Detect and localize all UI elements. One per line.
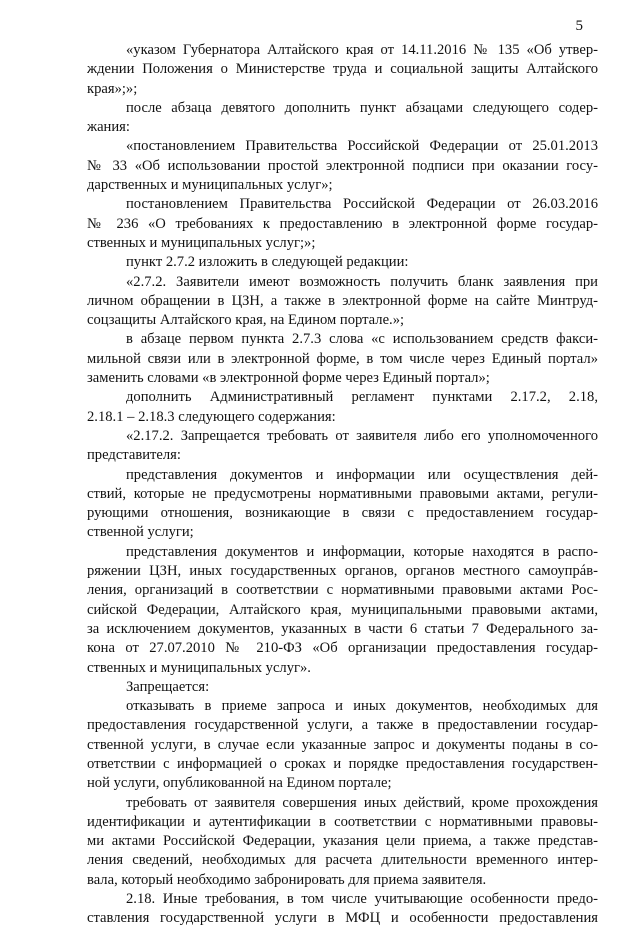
text-line: представления документов и информации, которые находятся в распо- bbox=[126, 543, 598, 560]
text-line: в абзаце первом пункта 2.7.3 слова «с использованием средств факси- bbox=[126, 331, 598, 348]
text-line: № 33 «Об использовании простой электронной подписи при оказании госу- bbox=[87, 157, 598, 174]
text-line: ления, организаций в соответствии с нормативными правовыми актами Рос- bbox=[87, 582, 598, 599]
text-line: «2.7.2. Заявители имеют возможность получить бланк заявления при bbox=[126, 273, 598, 290]
text-line: 2.18.1 – 2.18.3 следующего содержания: bbox=[87, 408, 336, 425]
text-line: ной услуги, опубликованной на Едином портале; bbox=[87, 775, 392, 792]
text-line: за исключением документов, указанных в части 6 статьи 7 Федерального за- bbox=[87, 620, 598, 637]
text-line: представления документов и информации или осуществления дей- bbox=[126, 466, 598, 483]
text-line: «2.17.2. Запрещается требовать от заявителя либо его уполномоченного bbox=[126, 427, 598, 444]
text-line: рующими отношения, возникающие в связи с предоставлением государ- bbox=[87, 505, 598, 522]
text-line: ствий, которые не предусмотрены нормативными правовыми актами, регули- bbox=[87, 485, 598, 502]
text-line: ственной услуги, в случае если указанные запрос и документы поданы в со- bbox=[87, 736, 598, 753]
page-number: 5 bbox=[575, 18, 583, 34]
text-line: мильной связи или в электронной форме, в том числе через Единый портал» bbox=[87, 350, 598, 367]
text-line: ми актами Российской Федерации, указания цели приема, а также представ- bbox=[87, 833, 598, 850]
text-line: края»;»; bbox=[87, 80, 138, 97]
text-line: ственных и муниципальных услуг». bbox=[87, 659, 311, 676]
text-line: ления сведений, необходимых для расчета длительности временного интер- bbox=[87, 852, 598, 869]
text-line: после абзаца девятого дополнить пункт абзацами следующего содер- bbox=[126, 99, 598, 116]
text-line: постановлением Правительства Российской Федерации от 26.03.2016 bbox=[126, 196, 598, 213]
text-line: жания: bbox=[87, 119, 130, 136]
text-line: соцзащиты Алтайского края, на Едином портале.»; bbox=[87, 312, 405, 329]
text-line: идентификации и аутентификации в соответствии с нормативными правовы- bbox=[87, 813, 598, 830]
text-line: дарственных и муниципальных услуг»; bbox=[87, 177, 333, 194]
text-line: ставления государственной услуги в МФЦ и особенности предоставления bbox=[87, 910, 598, 927]
text-line: представителя: bbox=[87, 447, 181, 464]
text-line: ряжении ЦЗН, иных государственных органов, органов местного самоупрáв- bbox=[87, 563, 598, 580]
text-line: Запрещается: bbox=[126, 678, 210, 695]
text-line: кона от 27.07.2010 № 210-ФЗ «Об организации предоставления государ- bbox=[87, 640, 598, 657]
text-line: «постановлением Правительства Российской Федерации от 25.01.2013 bbox=[126, 138, 598, 155]
text-line: предоставления государственной услуги, а также в предоставлении государ- bbox=[87, 717, 598, 734]
text-line: ждении Положения о Министерстве труда и социальной защиты Алтайского bbox=[87, 61, 598, 78]
text-line: личном обращении в ЦЗН, а также в электронной форме на сайте Минтруд- bbox=[87, 292, 598, 309]
text-line: вала, который необходимо забронировать для приема заявителя. bbox=[87, 871, 487, 888]
text-line: заменить словами «в электронной форме через Единый портал»; bbox=[87, 370, 490, 387]
text-line: ответствии с информацией о сроках и порядке предоставления государствен- bbox=[87, 755, 598, 772]
text-line: отказывать в приеме запроса и иных документов, необходимых для bbox=[126, 698, 598, 715]
text-line: 2.18. Иные требования, в том числе учитывающие особенности предо- bbox=[126, 891, 598, 908]
text-line: пункт 2.7.2 изложить в следующей редакции: bbox=[126, 254, 409, 271]
text-line: «указом Губернатора Алтайского края от 14.11.2016 № 135 «Об утвер- bbox=[126, 42, 598, 58]
text-line: требовать от заявителя совершения иных действий, кроме прохождения bbox=[126, 794, 598, 811]
text-line: дополнить Административный регламент пунктами 2.17.2, 2.18, bbox=[126, 389, 598, 406]
text-line: ственной услуги; bbox=[87, 524, 194, 541]
text-line: сийской Федерации, Алтайского края, муниципальными правовыми актами, bbox=[87, 601, 598, 618]
text-line: № 236 «О требованиях к предоставлению в электронной форме государ- bbox=[87, 215, 598, 232]
text-line: ственных и муниципальных услуг;»; bbox=[87, 234, 316, 251]
document-body bbox=[87, 41, 598, 929]
